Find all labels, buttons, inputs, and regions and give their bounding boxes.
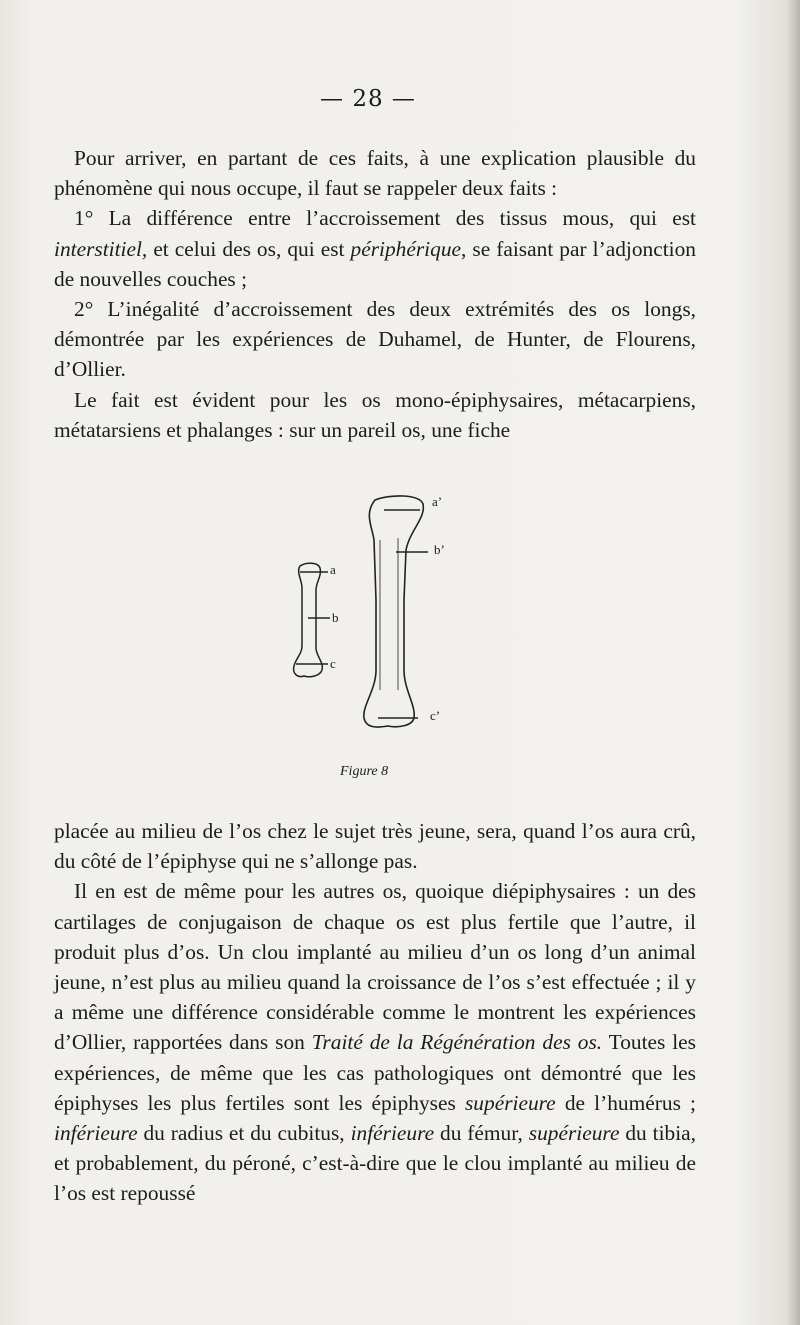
page-edge-shadow (786, 0, 800, 1325)
point-1-before: 1° La différence entre l’accroissement des tissus mous, qui est (74, 206, 696, 231)
bone-illustration (280, 490, 480, 780)
paragraph-diepiphysaires (54, 876, 696, 1208)
figure-caption: Figure 8 (340, 764, 389, 779)
point-1-middle: et celui des os, qui est (147, 236, 351, 261)
paragraph-evident: Le fait est évident pour les os mono-épiphysaires, métacarpiens, métatarsiens et phalanges : sur un pareil os, une fiche (54, 387, 696, 442)
label-b: b (332, 610, 339, 625)
label-c: c (330, 656, 336, 671)
label-a: a (330, 562, 336, 577)
p2-mid-4: du fémur, (434, 1121, 529, 1146)
p2-book-title: Traité de la Régénération des os. (311, 1030, 603, 1055)
label-c-prime: c’ (430, 708, 441, 723)
label-a-prime: a’ (432, 494, 443, 509)
p2-start: Il en est de même pour les autres os, quoique diépiphysaires : un des cartilages de conjugaison de chaque os est plus fertile que l’autre, il produit plus d’os. Un clou implanté au milieu d’un os long d’un animal jeune, n’est plus au milieu quand la croissance de l’os s’est effectuée ; il y a même une différence considérable comme le montrent les expériences d’Ollier, rapportées dans son (54, 879, 696, 1055)
top-text-block (54, 143, 696, 445)
point-1-emphasis-2: périphérique (350, 236, 462, 261)
label-b-prime: b’ (434, 542, 445, 557)
paragraph-continuation: placée au milieu de l’os chez le sujet très jeune, sera, quand l’os aura crû, du côté de l’épiphyse qui ne s’allonge pas. (54, 819, 696, 874)
p2-emphasis-inferieure-1: inférieure (54, 1121, 138, 1146)
point-1-emphasis-1: interstitiel, (54, 236, 148, 261)
page-number: — 28 — (320, 86, 416, 112)
figure-8-bone-drawing (280, 490, 480, 780)
p2-end: du tibia, et probablement, du péroné, c’est-à-dire que le clou implanté au milieu de l’os est repoussé (54, 1121, 697, 1206)
paragraph-point-1 (54, 203, 696, 294)
bottom-text-block (54, 816, 696, 1209)
p2-mid-1: Toutes les expériences, de même que les cas pathologiques ont démontré que les épiphyses les plus fertiles sont les épiphyses (54, 1030, 696, 1115)
large-bone-outline (364, 496, 424, 727)
point-1-after: , se faisant par l’adjonction de nouvelles couches ; (54, 236, 697, 291)
p2-mid-3: du radius et du cubitus, (137, 1121, 351, 1146)
paragraph-intro: Pour arriver, en partant de ces faits, à une explication plausible du phénomène qui nous occupe, il faut se rappeler deux faits : (54, 146, 696, 201)
p2-emphasis-inferieure-2: inférieure (350, 1121, 435, 1146)
p2-emphasis-superieure-1: supérieure (464, 1090, 556, 1115)
p2-mid-2: de l’humérus ; (555, 1090, 696, 1115)
p2-emphasis-superieure-2: supérieure (528, 1121, 620, 1146)
small-bone-outline (294, 563, 323, 677)
paragraph-point-2: 2° L’inégalité d’accroissement des deux extrémités des os longs, démontrée par les expériences de Duhamel, de Hunter, de Flourens, d’Ollier. (54, 297, 696, 382)
